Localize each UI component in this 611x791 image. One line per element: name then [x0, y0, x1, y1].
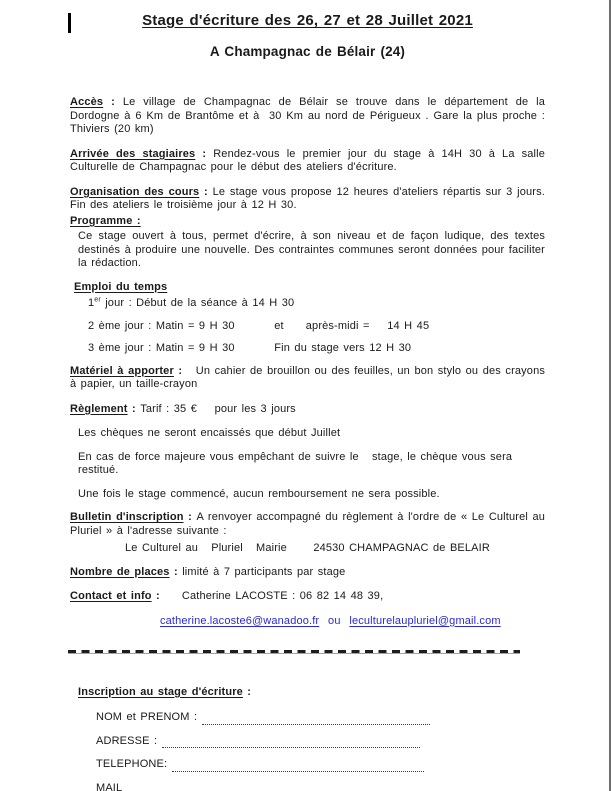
- telephone-dotted-line[interactable]: [172, 761, 424, 772]
- emploi-line-3: 3 ème jour : Matin = 9 H 30 Fin du stage vers 12 H 30: [88, 342, 412, 354]
- contact-emails-row: [70, 615, 545, 629]
- organisation-heading: Organisation des cours: [70, 185, 200, 198]
- section-places: [70, 566, 545, 580]
- organisation-text: Le stage vous propose 12 heures d'ateliers répartis sur 3 jours. Fin des ateliers le troisième jour à 12 H 30.: [70, 185, 559, 211]
- emploi-line-1: 1er jour : Début de la séance à 14 H 30: [88, 296, 295, 309]
- arrivee-text: Rendez-vous le premier jour du stage à 14H 30 à La salle Culturelle de Champagnac pour le début des ateliers d'écriture.: [70, 147, 545, 173]
- reglement-colon: :: [127, 402, 141, 415]
- emploi-heading-row: [70, 281, 545, 295]
- adresse-label: ADRESSE :: [96, 734, 158, 747]
- section-contact: [70, 590, 545, 604]
- materiel-colon: :: [173, 364, 196, 377]
- mail-dotted-line[interactable]: [127, 784, 415, 791]
- mail-label: MAIL: [96, 781, 123, 791]
- contact-text: Catherine LACOSTE : 06 82 14 48 39,: [181, 590, 384, 602]
- bulletin-address: Le Culturel au Pluriel Mairie 24530 CHAMPAGNAC de BELAIR: [125, 542, 490, 554]
- page-title: Stage d'écriture des 26, 27 et 28 Juillet 2021: [142, 12, 473, 29]
- form-field-nom[interactable]: [70, 711, 545, 725]
- emploi-heading: Emploi du temps: [74, 280, 168, 293]
- materiel-heading: Matériel à apporter: [70, 364, 174, 377]
- materiel-text: Un cahier de brouillon ou des feuilles, un bon stylo ou des crayons à papier, un taille-crayon: [70, 364, 545, 390]
- bulletin-colon: :: [183, 511, 197, 523]
- emploi-line-2: 2 ème jour : Matin = 9 H 30 et après-midi = 14 H 45: [88, 319, 430, 332]
- form-heading-colon: :: [242, 685, 252, 698]
- section-bulletin: [70, 511, 545, 538]
- form-field-adresse[interactable]: [70, 735, 545, 749]
- section-materiel: [70, 365, 545, 392]
- organisation-colon: :: [199, 185, 213, 198]
- nom-dotted-line[interactable]: [202, 714, 430, 725]
- acces-colon: :: [103, 96, 123, 108]
- acces-heading: Accès: [70, 96, 104, 108]
- tear-off-separator: [70, 650, 545, 654]
- arrivee-colon: :: [195, 147, 214, 160]
- form-field-mail[interactable]: [70, 782, 545, 791]
- contact-colon: :: [151, 590, 182, 602]
- programme-heading: Programme: [70, 214, 133, 227]
- nom-label: NOM et PRENOM :: [96, 711, 198, 723]
- section-arrivee: [70, 148, 545, 175]
- email-link-wanadoo[interactable]: catherine.lacoste6@wanadoo.fr: [160, 614, 320, 627]
- telephone-label: TELEPHONE:: [96, 758, 168, 770]
- bulletin-text: A renvoyer accompagné du règlement à l'ordre de « Le Culturel au Pluriel » à l'adresse suivante :: [70, 511, 545, 537]
- ordinal-suffix: er: [94, 296, 101, 304]
- section-acces: [70, 96, 550, 137]
- section-reglement: [70, 403, 545, 417]
- separator-blue-underline: [68, 653, 520, 654]
- reglement-heading: Règlement: [70, 402, 128, 415]
- section-organisation: [70, 185, 559, 213]
- email-link-gmail[interactable]: leculturelaupluriel@gmail.com: [349, 614, 501, 627]
- reglement-note-force-majeure: En cas de force majeure vous empêchant de suivre le stage, le chèque vous sera restitué.: [78, 450, 517, 476]
- or-word: ou: [328, 614, 341, 627]
- places-text: limité à 7 participants par stage: [182, 565, 346, 578]
- text-cursor: [68, 13, 71, 33]
- bulletin-heading: Bulletin d'inscription: [70, 511, 184, 523]
- form-heading: Inscription au stage d'écriture: [78, 685, 243, 698]
- places-heading: Nombre de places: [70, 565, 170, 578]
- form-field-telephone[interactable]: [70, 758, 545, 772]
- acces-text: Le village de Champagnac de Bélair se trouve dans le département de la Dordogne à 6 Km de Brantôme et à 30 Km au nord de Périgueux . Gare la plus proche : Thiviers (20 km): [70, 96, 550, 135]
- contact-heading: Contact et info: [70, 590, 152, 602]
- reglement-text: Tarif : 35 € pour les 3 jours: [140, 402, 296, 415]
- form-heading-row: [70, 686, 545, 700]
- programme-text: Ce stage ouvert à tous, permet d'écrire, à son niveau et de façon ludique, des textes destinés à produire une nouvelle. Des contraintes communes seront données pour faciliter la rédaction.: [78, 230, 545, 269]
- page-subtitle: A Champagnac de Bélair (24): [209, 44, 406, 59]
- programme-heading-row: [70, 215, 545, 229]
- reglement-note-cheques: Les chèques ne seront encaissés que début Juillet: [78, 427, 341, 439]
- arrivee-heading: Arrivée des stagiaires: [70, 147, 196, 160]
- adresse-dotted-line[interactable]: [162, 737, 420, 748]
- programme-colon: :: [132, 214, 141, 227]
- places-colon: :: [169, 565, 183, 578]
- reglement-note-remboursement: Une fois le stage commencé, aucun remboursement ne sera possible.: [78, 487, 440, 500]
